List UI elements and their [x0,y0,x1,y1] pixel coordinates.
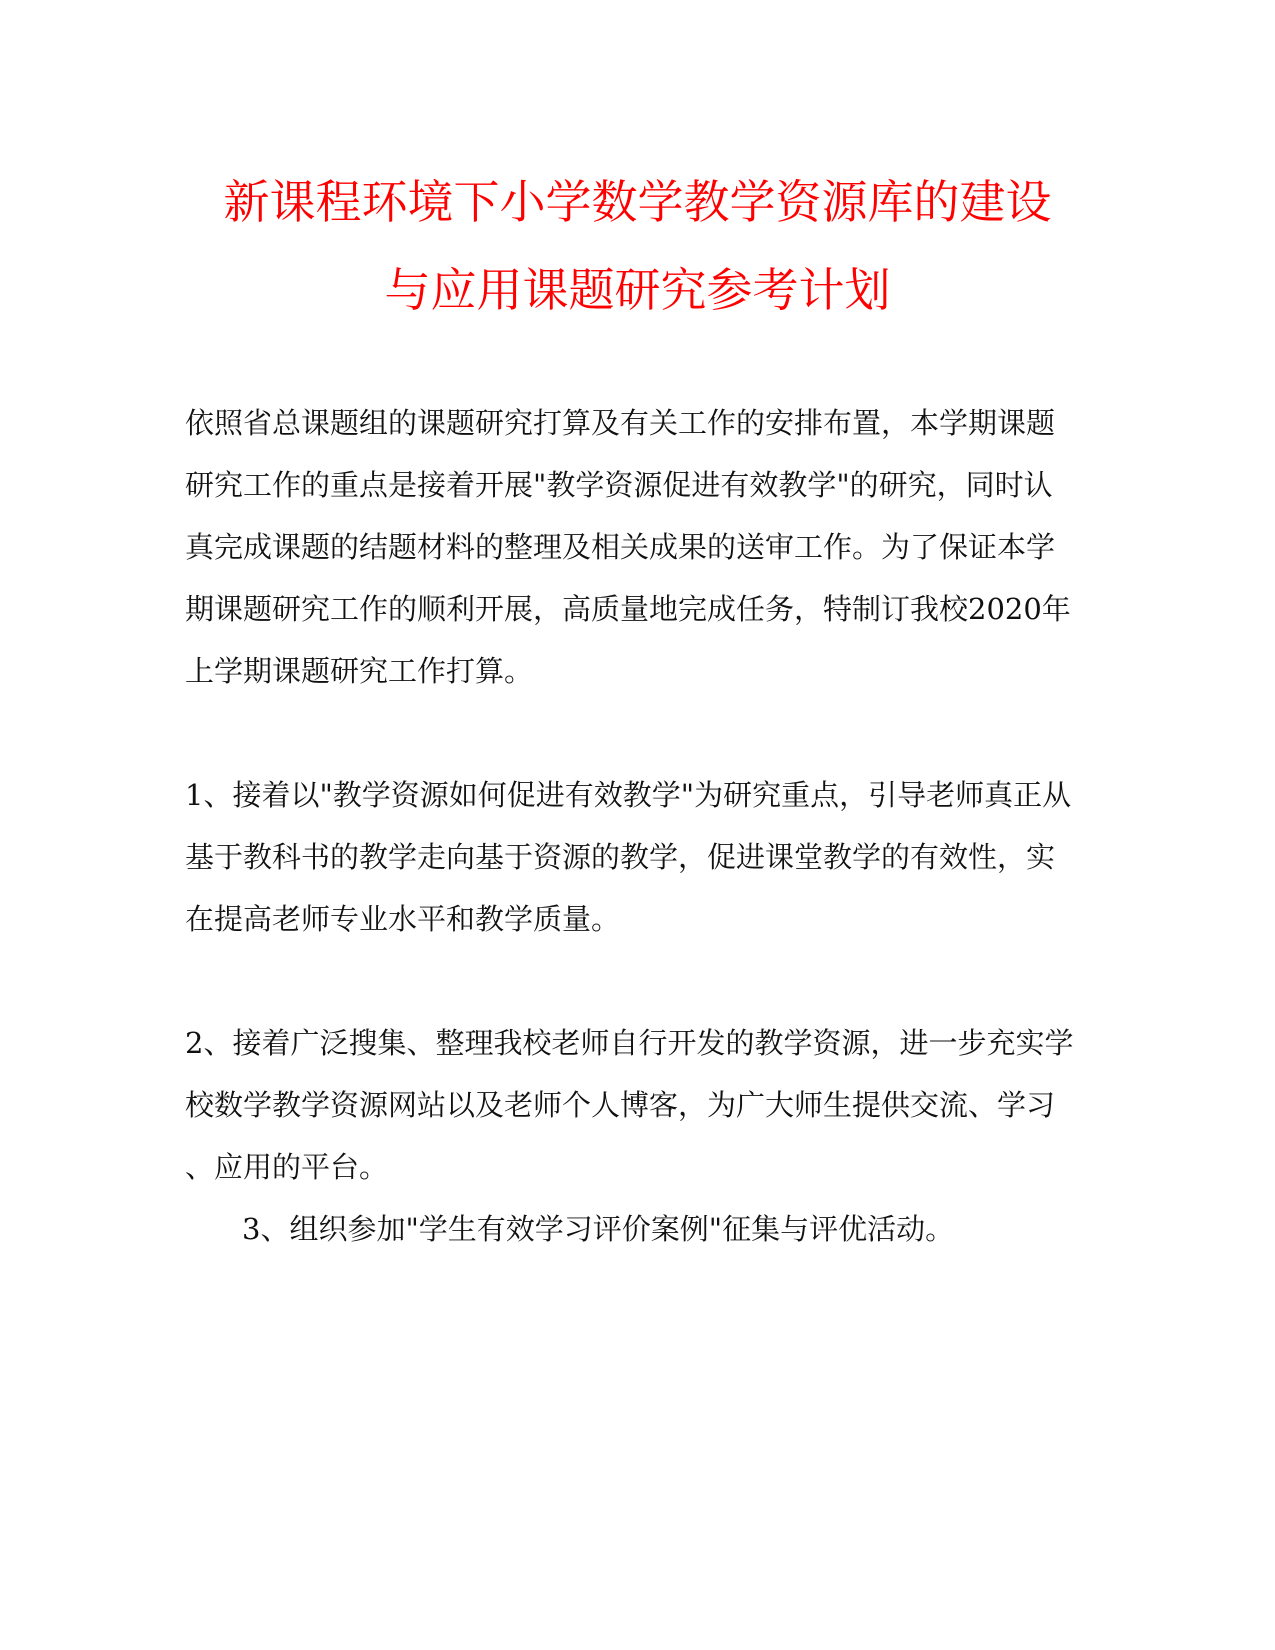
list-item-line: 3、组织参加"学生有效学习评价案例"征集与评优活动。 [242,1212,955,1246]
list-item-line: 2、接着广泛搜集、整理我校老师自行开发的教学资源，进一步充实学 [185,1026,1074,1060]
list-item-line: 校数学教学资源网站以及老师个人博客，为广大师生提供交流、学习 [185,1088,1056,1122]
list-item-line: 1、接着以"教学资源如何促进有效教学"为研究重点，引导老师真正从 [185,778,1072,812]
list-item-line: 基于教科书的教学走向基于资源的教学，促进课堂教学的有效性，实 [185,840,1056,874]
document-title-line-2: 与应用课题研究参考计划 [384,263,891,317]
paragraph-line: 期课题研究工作的顺利开展，高质量地完成任务，特制订我校2020年 [185,592,1071,626]
list-item-line: 在提高老师专业水平和教学质量。 [185,902,621,936]
list-item-line: 、应用的平台。 [185,1150,389,1184]
document-title-line-1: 新课程环境下小学数学教学资源库的建设 [223,175,1052,229]
paragraph-line: 上学期课题研究工作打算。 [185,654,534,688]
paragraph-line: 研究工作的重点是接着开展"教学资源促进有效教学"的研究，同时认 [185,468,1053,502]
paragraph-line: 依照省总课题组的课题研究打算及有关工作的安排布置，本学期课题 [185,406,1056,440]
paragraph-line: 真完成课题的结题材料的整理及相关成果的送审工作。为了保证本学 [185,530,1056,564]
